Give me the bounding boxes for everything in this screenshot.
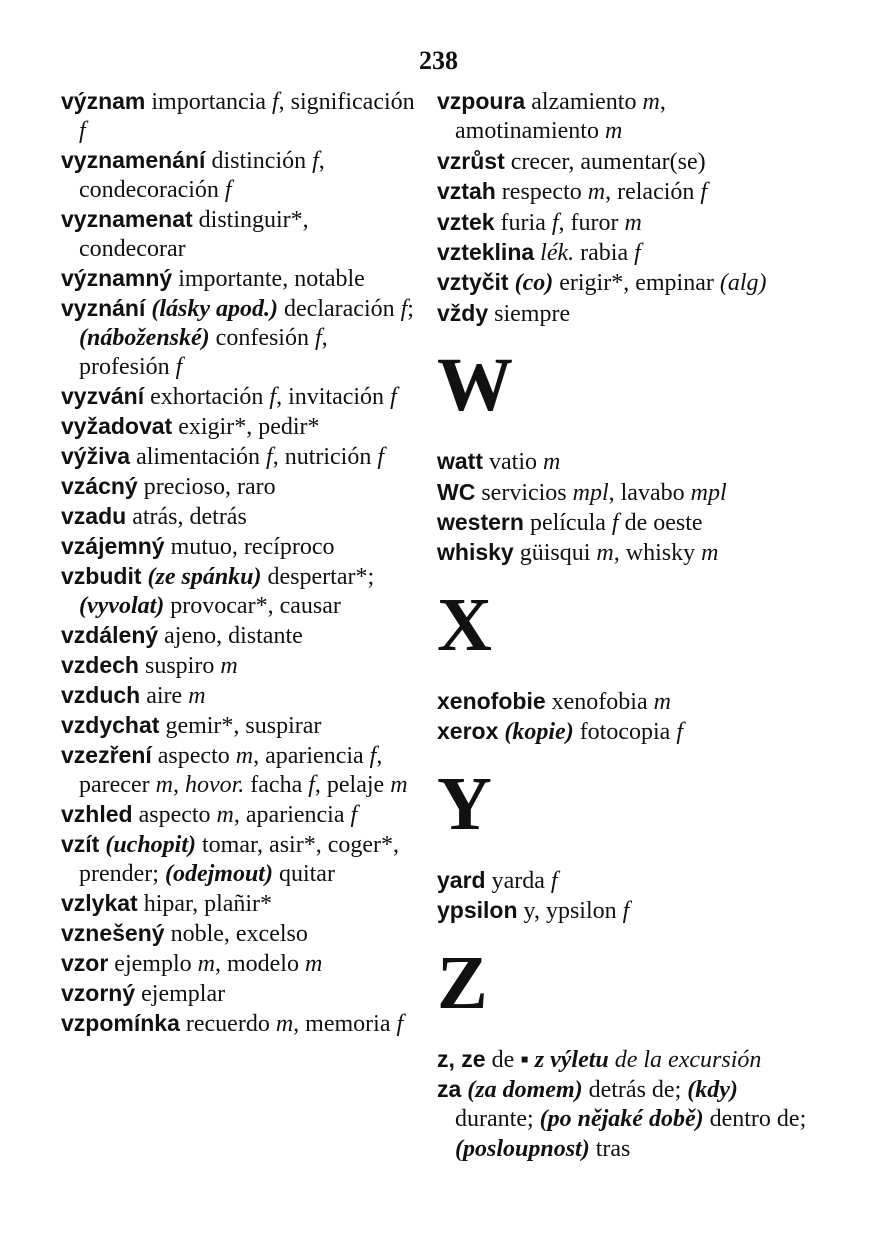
usage-note: (vyvolat): [79, 593, 165, 619]
translation-text: yarda: [485, 867, 551, 894]
translation-text: erigir*, empinar: [553, 270, 720, 297]
translation-text: , furor: [558, 209, 625, 236]
usage-note: (ze spánku): [147, 564, 262, 590]
grammar-note: f: [400, 296, 408, 322]
headword: WC: [437, 478, 476, 505]
translation-text: rabia: [574, 240, 635, 267]
headword: vzít: [61, 831, 100, 857]
section-letter: X: [437, 582, 492, 667]
translation-text: facha: [244, 772, 309, 798]
grammar-note: f: [272, 89, 279, 115]
usage-note: (lásky apod.): [151, 296, 279, 322]
translation-text: vatio: [483, 449, 543, 476]
translation-text: , significación: [278, 89, 415, 115]
dictionary-entry: [437, 238, 807, 268]
dictionary-entry: [61, 382, 419, 412]
grammar-note: m: [197, 951, 215, 977]
grammar-note: f: [269, 384, 277, 410]
translation-text: quitar: [272, 861, 335, 887]
translation-text: distinguir*, condecorar: [79, 207, 309, 262]
translation-text: siempre: [488, 300, 571, 327]
dictionary-entry: [61, 889, 419, 919]
translation-text: detrás de;: [582, 1076, 688, 1103]
grammar-note: m: [275, 1011, 294, 1037]
translation-text: , amotinamiento: [455, 89, 666, 145]
dictionary-entry: [437, 147, 807, 177]
dictionary-entry: [437, 538, 807, 568]
translation-text: atrás, detrás: [126, 504, 247, 530]
section-letter: Y: [437, 761, 492, 846]
grammar-note: f: [377, 444, 385, 470]
translation-text: servicios: [475, 479, 573, 506]
grammar-note: f: [312, 148, 319, 174]
usage-note: (kdy): [687, 1076, 738, 1103]
dictionary-entry: [437, 87, 807, 147]
translation-text: , memoria: [293, 1011, 397, 1037]
dictionary-entry: [437, 687, 807, 717]
section-letter: Z: [437, 940, 488, 1025]
dictionary-entry: [61, 442, 419, 472]
headword: významný: [61, 265, 173, 291]
dictionary-entry: [61, 87, 419, 146]
headword: vzdálený: [61, 622, 159, 648]
translation-text: de oeste: [618, 510, 703, 537]
headword: vyznání: [61, 295, 146, 321]
dictionary-entry: [61, 205, 419, 264]
usage-note: (náboženské): [79, 325, 210, 351]
headword: vzpomínka: [61, 1010, 180, 1036]
dictionary-entry: [61, 979, 419, 1009]
grammar-note: m: [596, 540, 614, 567]
translation-text: , invitación: [276, 384, 391, 410]
dictionary-entry: [437, 896, 807, 926]
grammar-note: lék.: [540, 240, 575, 267]
grammar-note: de la excursión: [608, 1046, 762, 1073]
translation-text: exigir*, pedir*: [172, 414, 320, 440]
grammar-note: f: [634, 240, 641, 267]
dictionary-entry: [61, 919, 419, 949]
translation-text: tomar, asir*, coger*, prender;: [79, 832, 399, 887]
dictionary-entry: [61, 830, 419, 889]
usage-note: z výletu: [534, 1046, 609, 1073]
grammar-note: m: [543, 449, 561, 476]
translation-text: mutuo, recíproco: [164, 534, 335, 560]
dictionary-entry: [437, 866, 807, 896]
translation-text: , condecoración: [79, 148, 325, 203]
usage-note: (za domem): [467, 1076, 583, 1103]
headword: výživa: [61, 443, 131, 469]
translation-text: , modelo: [214, 951, 305, 977]
dictionary-entry: [437, 717, 807, 747]
translation-text: exhortación: [144, 384, 270, 410]
grammar-note: m: [642, 89, 660, 115]
headword: vzadu: [61, 503, 127, 529]
translation-text: hipar, plañir*: [137, 891, 273, 917]
translation-text: fotocopia: [573, 719, 677, 746]
translation-text: , whisky: [613, 540, 702, 567]
headword: yard: [437, 866, 486, 893]
dictionary-entry: [61, 562, 419, 621]
grammar-note: f: [622, 898, 630, 925]
headword: vzteklina: [437, 239, 535, 266]
grammar-note: f: [79, 118, 86, 144]
dictionary-entry: [437, 447, 807, 477]
dictionary-entry: [61, 1009, 419, 1039]
dictionary-entry: [437, 1075, 807, 1164]
grammar-note: f: [175, 354, 183, 380]
grammar-note: m: [235, 743, 254, 769]
headword: vztyčit: [437, 269, 509, 296]
dictionary-entry: [61, 472, 419, 502]
translation-text: aspecto: [151, 743, 236, 769]
headword: vztek: [437, 208, 495, 235]
headword: za: [437, 1075, 462, 1102]
headword: vzorný: [61, 980, 136, 1006]
translation-text: confesión: [209, 325, 315, 351]
translation-text: ajeno, distante: [158, 623, 303, 649]
headword: vyznamenání: [61, 147, 206, 173]
translation-text: aire: [140, 683, 189, 709]
translation-text: de ▪: [485, 1046, 535, 1073]
dictionary-entry: [61, 711, 419, 741]
translation-text: , profesión: [79, 325, 328, 380]
grammar-note: f: [369, 743, 377, 769]
grammar-note: f: [396, 1011, 404, 1037]
grammar-note: f: [611, 510, 619, 537]
grammar-note: f: [308, 772, 315, 798]
translation-text: xenofobia: [545, 688, 654, 715]
dictionary-entry: [437, 177, 807, 207]
translation-text: furia: [494, 209, 552, 236]
grammar-note: m: [587, 179, 606, 206]
grammar-note: m: [188, 683, 206, 709]
grammar-note: f: [700, 179, 708, 206]
translation-text: , lavabo: [608, 479, 691, 506]
translation-text: ejemplo: [108, 951, 198, 977]
headword: vztah: [437, 178, 496, 205]
usage-note: (po nějaké době): [539, 1106, 704, 1133]
headword: vyžadovat: [61, 413, 173, 439]
dictionary-entry: [437, 268, 807, 298]
translation-text: película: [523, 510, 612, 537]
grammar-note: (alg): [719, 270, 767, 297]
right-column: [437, 87, 807, 1164]
headword: vznešený: [61, 920, 165, 946]
headword: vzlykat: [61, 890, 138, 916]
translation-text: provocar*, causar: [164, 593, 341, 619]
dictionary-entry: [61, 800, 419, 830]
headword: xerox: [437, 718, 499, 745]
translation-text: suspiro: [138, 653, 221, 679]
grammar-note: m: [304, 951, 323, 977]
headword: watt: [437, 448, 483, 475]
headword: vzrůst: [437, 147, 505, 174]
dictionary-entry: [61, 294, 419, 382]
dictionary-entry: [437, 1045, 807, 1075]
grammar-note: m: [701, 540, 719, 567]
translation-text: declaración: [278, 296, 401, 322]
translation-text: alimentación: [130, 444, 267, 470]
translation-text: , nutrición: [272, 444, 378, 470]
translation-text: crecer, aumentar(se): [504, 148, 706, 175]
page-number: 238: [419, 46, 458, 75]
usage-note: (kopie): [504, 719, 574, 746]
translation-text: durante;: [455, 1106, 540, 1133]
grammar-note: m: [604, 118, 623, 145]
translation-text: alzamiento: [525, 89, 643, 115]
translation-text: , apariencia: [233, 802, 351, 828]
usage-note: (co): [514, 270, 554, 297]
dictionary-entry: [437, 478, 807, 508]
translation-text: ;: [407, 296, 414, 322]
translation-text: güisqui: [513, 540, 597, 567]
section-letter: W: [437, 343, 513, 428]
translation-text: , apariencia: [253, 743, 370, 769]
grammar-note: mpl: [572, 479, 609, 506]
grammar-note: m: [220, 653, 238, 679]
grammar-note: m: [155, 772, 173, 798]
headword: vzdech: [61, 652, 139, 678]
headword: ypsilon: [437, 897, 518, 924]
translation-text: ejemplar: [135, 981, 226, 1007]
usage-note: (uchopit): [105, 832, 197, 858]
translation-text: distinción: [205, 148, 313, 174]
grammar-note: f: [314, 325, 322, 351]
headword: vyzvání: [61, 383, 145, 409]
dictionary-entry: [61, 502, 419, 532]
grammar-note: f: [550, 867, 558, 894]
grammar-note: f: [350, 802, 358, 828]
grammar-note: f: [551, 209, 559, 236]
headword: vzhled: [61, 801, 133, 827]
grammar-note: mpl: [690, 479, 727, 506]
headword: vzbudit: [61, 563, 142, 589]
dictionary-entry: [61, 532, 419, 562]
translation-text: respecto: [495, 179, 588, 206]
translation-text: ,: [172, 772, 185, 798]
translation-text: y, ypsilon: [517, 898, 623, 925]
translation-text: importancia: [145, 89, 272, 115]
translation-text: dentro de;: [703, 1106, 807, 1133]
usage-note: (odejmout): [164, 861, 273, 887]
translation-text: noble, excelso: [164, 921, 308, 947]
headword: western: [437, 509, 524, 536]
grammar-note: f: [390, 384, 397, 410]
translation-text: despertar*;: [261, 564, 375, 590]
headword: xenofobie: [437, 687, 546, 714]
dictionary-entry: [61, 651, 419, 681]
headword: vzduch: [61, 682, 141, 708]
left-column: [61, 87, 419, 1039]
dictionary-entry: [61, 741, 419, 800]
headword: vzácný: [61, 473, 138, 499]
headword: z, ze: [437, 1045, 486, 1072]
translation-text: , pelaje: [314, 772, 391, 798]
grammar-note: m: [390, 772, 408, 798]
headword: whisky: [437, 539, 514, 566]
translation-text: tras: [589, 1135, 631, 1162]
grammar-note: m: [624, 209, 642, 236]
grammar-note: f: [224, 177, 232, 203]
grammar-note: f: [676, 719, 683, 746]
translation-text: , relación: [605, 179, 701, 206]
headword: vzezření: [61, 742, 152, 768]
headword: vzájemný: [61, 533, 165, 559]
dictionary-entry: [437, 299, 807, 329]
translation-text: gemir*, suspirar: [159, 713, 322, 739]
dictionary-entry: [61, 412, 419, 442]
dictionary-entry: [437, 208, 807, 238]
dictionary-entry: [61, 621, 419, 651]
translation-text: , parecer: [79, 743, 383, 798]
translation-text: recuerdo: [179, 1011, 276, 1037]
headword: význam: [61, 88, 146, 114]
headword: vyznamenat: [61, 206, 193, 232]
dictionary-entry: [61, 949, 419, 979]
dictionary-entry: [61, 264, 419, 294]
dictionary-entry: [437, 508, 807, 538]
translation-text: importante, notable: [172, 266, 365, 292]
dictionary-entry: [61, 681, 419, 711]
usage-note: (posloupnost): [455, 1135, 590, 1162]
headword: vzpoura: [437, 88, 526, 114]
grammar-note: m: [216, 802, 234, 828]
grammar-note: hovor.: [184, 772, 245, 798]
dictionary-entry: [61, 146, 419, 205]
translation-text: aspecto: [132, 802, 217, 828]
headword: vzor: [61, 950, 109, 976]
headword: vzdychat: [61, 712, 160, 738]
grammar-note: m: [653, 688, 671, 715]
grammar-note: f: [266, 444, 273, 470]
translation-text: precioso, raro: [137, 474, 276, 500]
headword: vždy: [437, 299, 489, 326]
